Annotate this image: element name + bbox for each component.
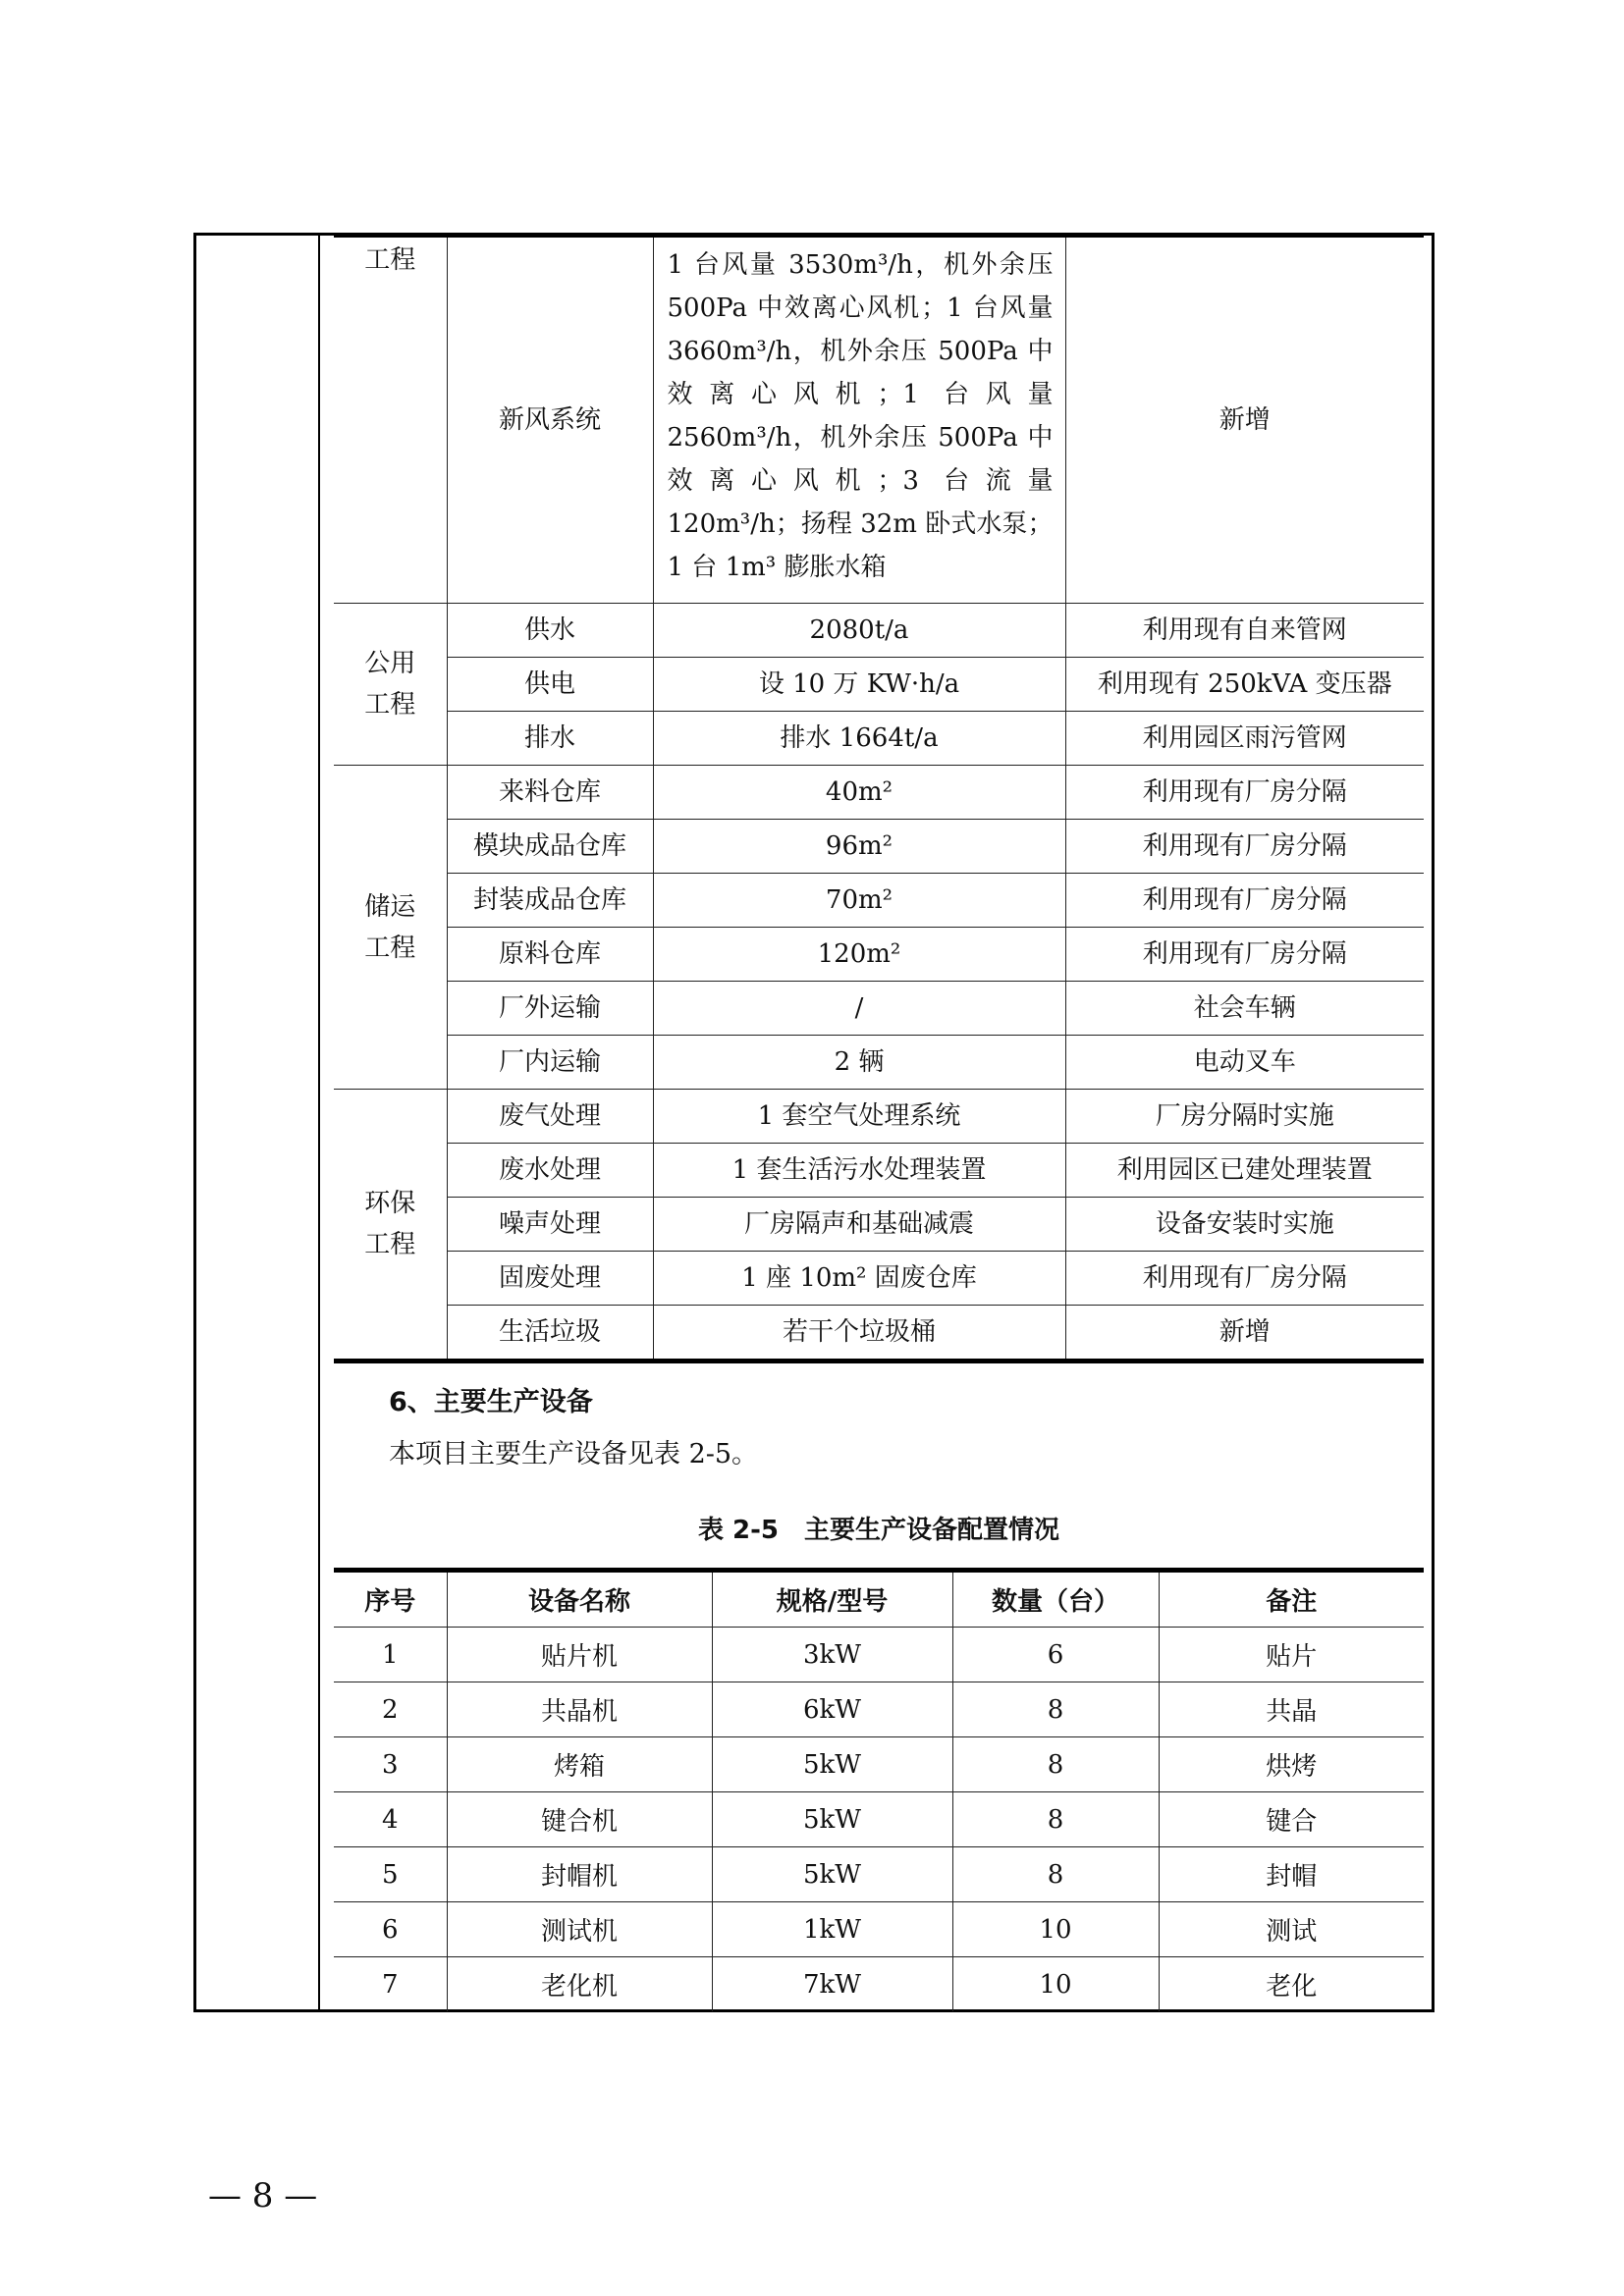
note-cell: 利用现有厂房分隔 [1065, 1252, 1424, 1306]
table-cell: 4 [334, 1792, 447, 1847]
table-cell: 贴片 [1159, 1628, 1424, 1682]
table-cell: 3 [334, 1737, 447, 1792]
description-cell: 2 辆 [653, 1036, 1065, 1090]
item-cell: 噪声处理 [447, 1198, 653, 1252]
description-cell: 1 台风量 3530m³/h，机外余压 500Pa 中效离心风机；1 台风量 3660m³/h，机外余压 500Pa 中效离心风机；1 台风量 2560m³/h，机外余压 500Pa 中效离心风机；3 台流量 120m³/h；扬程 32m 卧式水泵；1 台 1m³ 膨胀水箱 [653, 236, 1065, 604]
description-cell: 设 10 万 KW·h/a [653, 658, 1065, 712]
table-cell: 封帽机 [447, 1847, 712, 1902]
table-cell: 烘烤 [1159, 1737, 1424, 1792]
table-row [334, 766, 1424, 820]
table-row [334, 1902, 1424, 1957]
table-row [334, 658, 1424, 712]
note-cell: 利用园区雨污管网 [1065, 712, 1424, 766]
table-cell: 贴片机 [447, 1628, 712, 1682]
item-cell: 来料仓库 [447, 766, 653, 820]
note-cell: 电动叉车 [1065, 1036, 1424, 1090]
table-row [334, 1198, 1424, 1252]
content-column [334, 233, 1424, 2011]
note-cell: 厂房分隔时实施 [1065, 1090, 1424, 1144]
description-cell: 厂房隔声和基础减震 [653, 1198, 1065, 1252]
table-cell: 6 [334, 1902, 447, 1957]
table-row [334, 712, 1424, 766]
table-cell: 8 [952, 1847, 1159, 1902]
description-cell: 96m² [653, 820, 1065, 874]
table-cell: 1kW [712, 1902, 952, 1957]
equipment-table [334, 1568, 1424, 2011]
table-cell: 5kW [712, 1737, 952, 1792]
item-cell: 原料仓库 [447, 928, 653, 982]
item-cell: 废水处理 [447, 1144, 653, 1198]
table-row [334, 820, 1424, 874]
description-cell: 1 套生活污水处理装置 [653, 1144, 1065, 1198]
description-cell: 70m² [653, 874, 1065, 928]
table-cell: 7kW [712, 1957, 952, 2012]
item-cell: 模块成品仓库 [447, 820, 653, 874]
frame-left-column-divider [318, 233, 320, 2012]
table-cell: 2 [334, 1682, 447, 1737]
table-cell: 共晶 [1159, 1682, 1424, 1737]
table-cell: 老化 [1159, 1957, 1424, 2012]
description-cell: 1 套空气处理系统 [653, 1090, 1065, 1144]
column-header: 数量（台） [952, 1571, 1159, 1628]
table-row [334, 1252, 1424, 1306]
table-cell: 键合 [1159, 1792, 1424, 1847]
equipment-table-header [334, 1571, 1424, 1628]
note-cell: 新增 [1065, 1306, 1424, 1362]
column-header: 序号 [334, 1571, 447, 1628]
item-cell: 厂外运输 [447, 982, 653, 1036]
item-cell: 封装成品仓库 [447, 874, 653, 928]
table-cell: 6kW [712, 1682, 952, 1737]
category-cell: 工程 [334, 236, 447, 604]
description-cell: 40m² [653, 766, 1065, 820]
item-cell: 新风系统 [447, 236, 653, 604]
table-row [334, 874, 1424, 928]
table-row [334, 1628, 1424, 1682]
column-header: 设备名称 [447, 1571, 712, 1628]
item-cell: 供电 [447, 658, 653, 712]
description-cell: 1 座 10m² 固废仓库 [653, 1252, 1065, 1306]
description-cell: 若干个垃圾桶 [653, 1306, 1065, 1362]
table-cell: 8 [952, 1792, 1159, 1847]
section-paragraph: 本项目主要生产设备见表 2-5。 [389, 1439, 759, 1469]
table-row [334, 928, 1424, 982]
table-row [334, 1036, 1424, 1090]
table-row [334, 1144, 1424, 1198]
note-cell: 利用现有 250kVA 变压器 [1065, 658, 1424, 712]
description-cell: 120m² [653, 928, 1065, 982]
item-cell: 排水 [447, 712, 653, 766]
note-cell: 利用现有厂房分隔 [1065, 928, 1424, 982]
table-row [334, 1306, 1424, 1362]
item-cell: 生活垃圾 [447, 1306, 653, 1362]
table-row [334, 1792, 1424, 1847]
table-cell: 共晶机 [447, 1682, 712, 1737]
table-row [334, 1957, 1424, 2012]
table-cell: 7 [334, 1957, 447, 2012]
table-cell: 5kW [712, 1847, 952, 1902]
table-cell: 封帽 [1159, 1847, 1424, 1902]
table-cell: 键合机 [447, 1792, 712, 1847]
note-cell: 新增 [1065, 236, 1424, 604]
note-cell: 利用现有厂房分隔 [1065, 766, 1424, 820]
description-cell: 2080t/a [653, 604, 1065, 658]
table-row [334, 982, 1424, 1036]
table-cell: 8 [952, 1737, 1159, 1792]
table-cell: 3kW [712, 1628, 952, 1682]
table-row [334, 236, 1424, 604]
column-header: 规格/型号 [712, 1571, 952, 1628]
equipment-table-body [334, 1628, 1424, 2012]
description-cell: / [653, 982, 1065, 1036]
table-cell: 测试 [1159, 1902, 1424, 1957]
item-cell: 固废处理 [447, 1252, 653, 1306]
category-cell: 环保 工程 [334, 1090, 447, 1362]
table-row [334, 1682, 1424, 1737]
item-cell: 废气处理 [447, 1090, 653, 1144]
table-cell: 8 [952, 1682, 1159, 1737]
table-cell: 6 [952, 1628, 1159, 1682]
table-row [334, 604, 1424, 658]
category-cell: 储运 工程 [334, 766, 447, 1090]
table-row [334, 1737, 1424, 1792]
category-cell: 公用 工程 [334, 604, 447, 766]
table-cell: 老化机 [447, 1957, 712, 2012]
note-cell: 利用现有厂房分隔 [1065, 874, 1424, 928]
page-number: — 8 — [208, 2176, 318, 2216]
table-cell: 烤箱 [447, 1737, 712, 1792]
column-header: 备注 [1159, 1571, 1424, 1628]
table-cell: 测试机 [447, 1902, 712, 1957]
table-cell: 10 [952, 1957, 1159, 2012]
note-cell: 社会车辆 [1065, 982, 1424, 1036]
table-row [334, 1090, 1424, 1144]
description-cell: 排水 1664t/a [653, 712, 1065, 766]
project-composition-body [334, 236, 1424, 1362]
item-cell: 厂内运输 [447, 1036, 653, 1090]
note-cell: 利用园区已建处理装置 [1065, 1144, 1424, 1198]
section-heading: 6、主要生产设备 [389, 1387, 593, 1417]
item-cell: 供水 [447, 604, 653, 658]
note-cell: 设备安装时实施 [1065, 1198, 1424, 1252]
table-cell: 1 [334, 1628, 447, 1682]
note-cell: 利用现有自来管网 [1065, 604, 1424, 658]
table-caption: 表 2-5 主要生产设备配置情况 [697, 1516, 1060, 1545]
table-row [334, 1847, 1424, 1902]
table-cell: 5 [334, 1847, 447, 1902]
note-cell: 利用现有厂房分隔 [1065, 820, 1424, 874]
project-composition-table [334, 233, 1424, 1363]
table-cell: 5kW [712, 1792, 952, 1847]
table-cell: 10 [952, 1902, 1159, 1957]
